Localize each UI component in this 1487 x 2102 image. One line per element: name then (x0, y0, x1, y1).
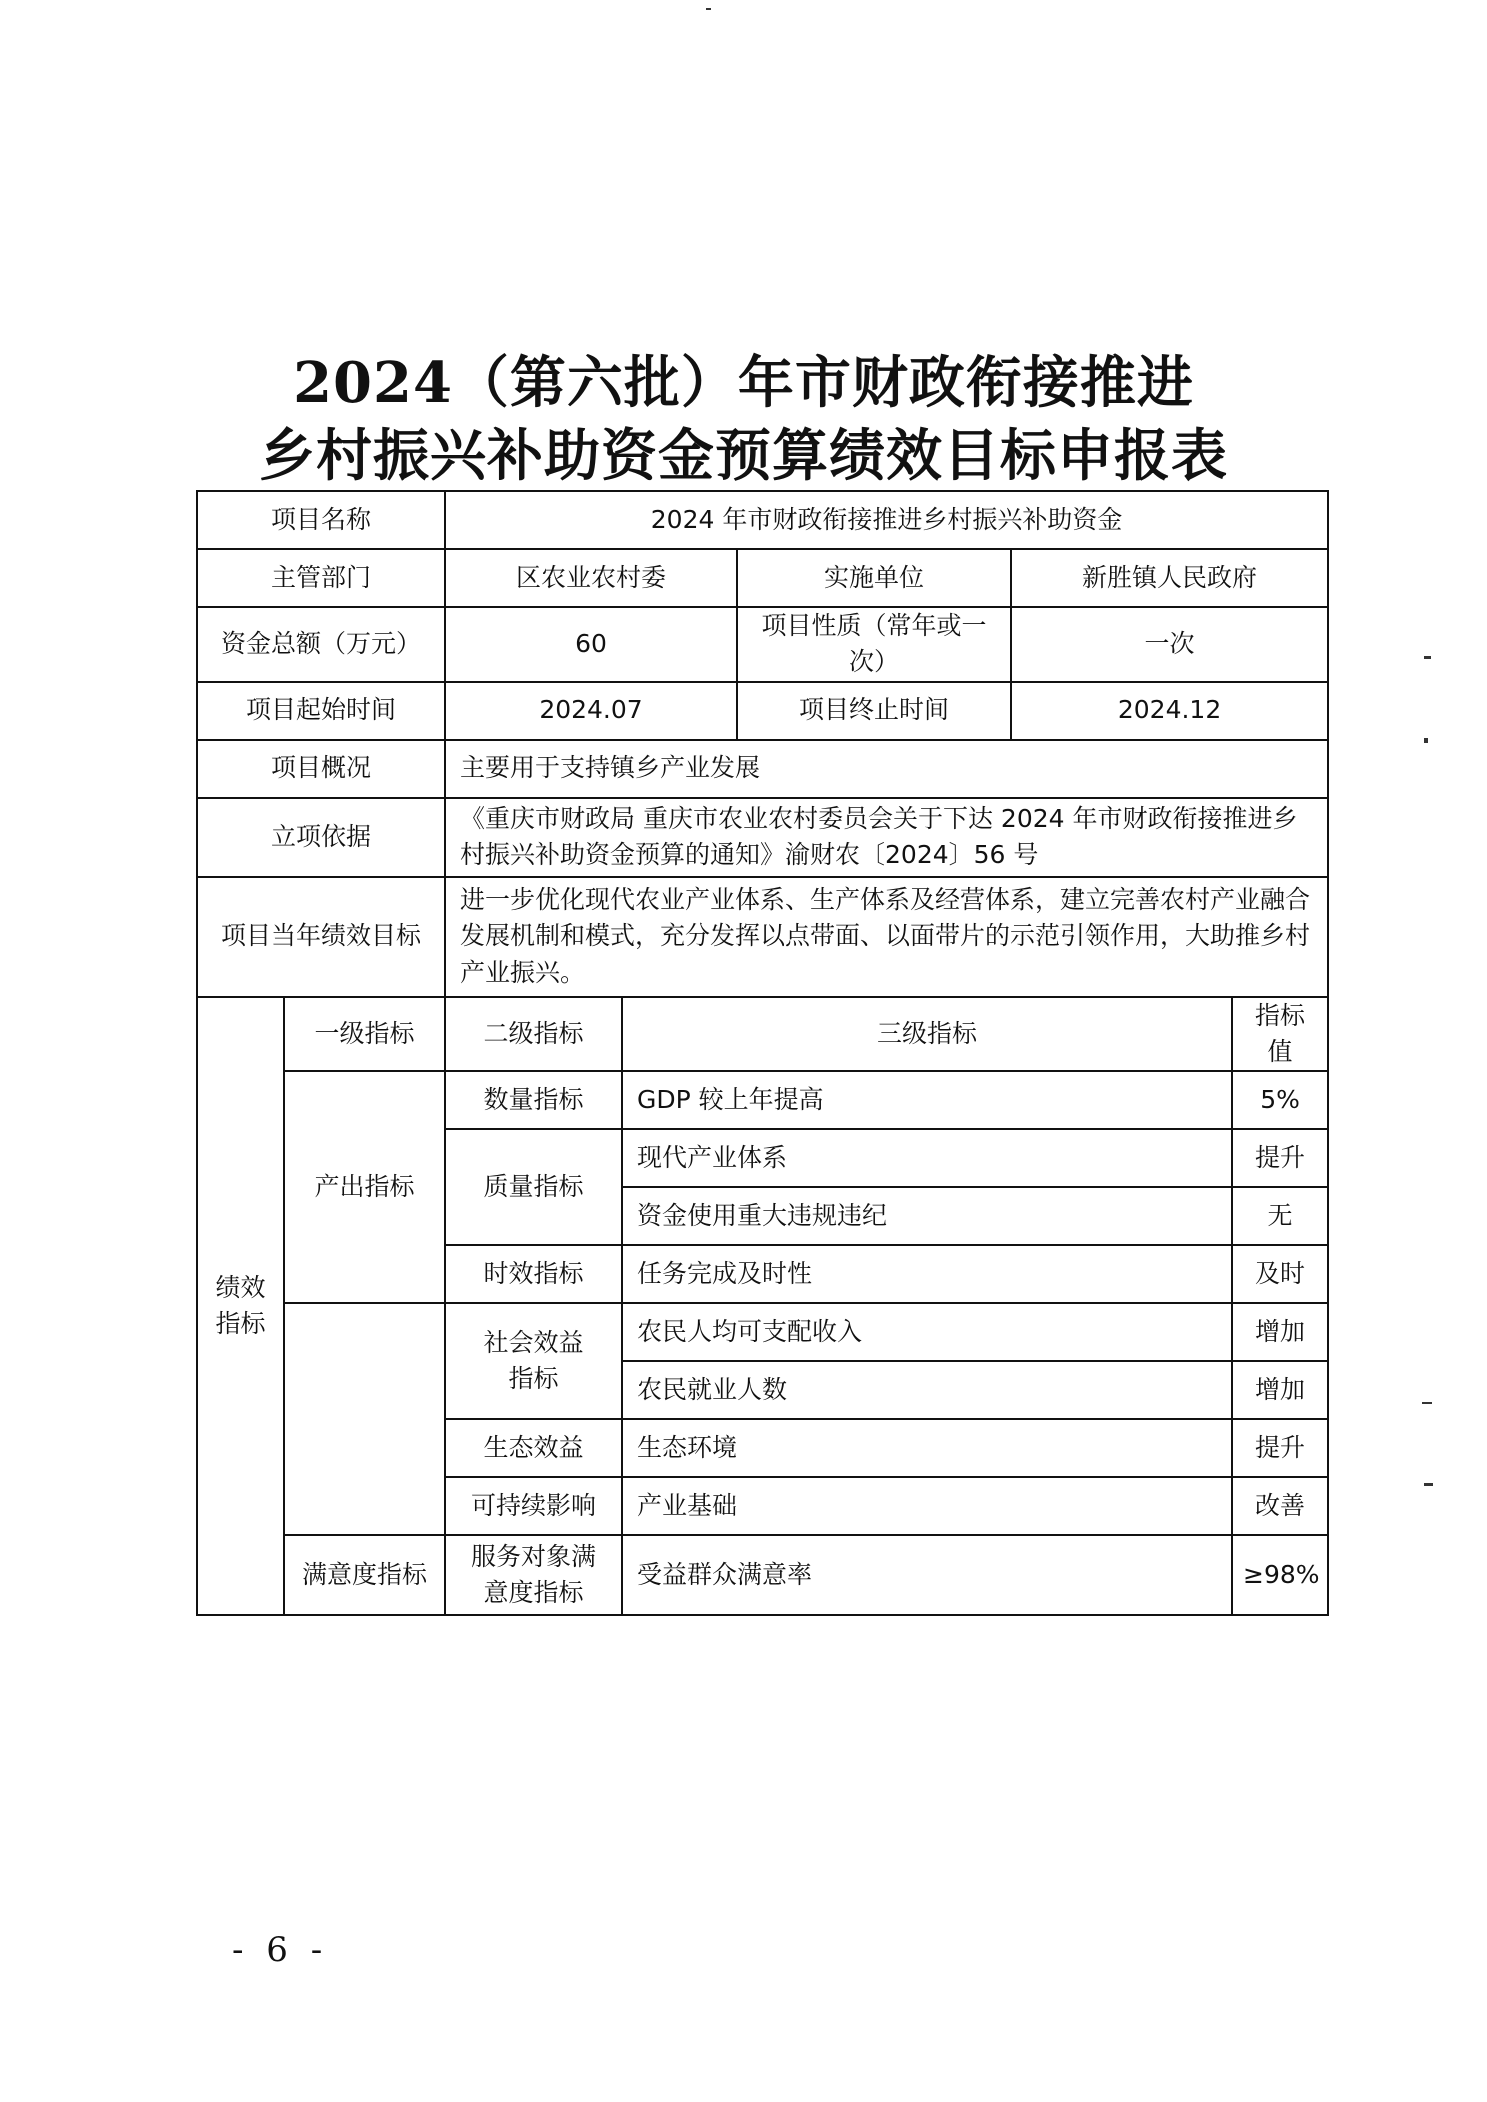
quantity-indicator-label: 数量指标 (445, 1071, 622, 1129)
budget-form-table (196, 490, 1329, 1616)
indicator-value: 提升 (1232, 1419, 1328, 1477)
end-label: 项目终止时间 (737, 682, 1011, 740)
row-goal (197, 877, 1328, 997)
scan-speck (1424, 1483, 1433, 1486)
scan-speck (1422, 1402, 1432, 1404)
service-satisfaction-label: 服务对象满意度指标 (445, 1535, 622, 1615)
scan-speck (706, 8, 711, 10)
indicator-value: 提升 (1232, 1129, 1328, 1187)
table-row (197, 1535, 1328, 1615)
indicator-value: 5% (1232, 1071, 1328, 1129)
indicator-value: 及时 (1232, 1245, 1328, 1303)
header-level2: 二级指标 (445, 997, 622, 1072)
nature-value: 一次 (1011, 607, 1328, 682)
indicator-value: 改善 (1232, 1477, 1328, 1535)
indicator-value: 增加 (1232, 1361, 1328, 1419)
impl-label: 实施单位 (737, 549, 1011, 607)
indicator-name: 产业基础 (622, 1477, 1232, 1535)
timeliness-indicator-label: 时效指标 (445, 1245, 622, 1303)
indicator-value: 无 (1232, 1187, 1328, 1245)
row-project-name (197, 491, 1328, 549)
overview-value: 主要用于支持镇乡产业发展 (445, 740, 1328, 798)
scan-speck (1424, 738, 1428, 743)
indicator-value: 增加 (1232, 1303, 1328, 1361)
overview-label: 项目概况 (197, 740, 445, 798)
indicator-name: 现代产业体系 (622, 1129, 1232, 1187)
goal-label: 项目当年绩效目标 (197, 877, 445, 997)
indicator-name: 农民就业人数 (622, 1361, 1232, 1419)
dept-value: 区农业农村委 (445, 549, 737, 607)
goal-value: 进一步优化现代农业产业体系、生产体系及经营体系，建立完善农村产业融合发展机制和模式，充分发挥以点带面、以面带片的示范引领作用，大助推乡村产业振兴。 (445, 877, 1328, 997)
project-name-value: 2024 年市财政衔接推进乡村振兴补助资金 (445, 491, 1328, 549)
basis-value: 《重庆市财政局 重庆市农业农村委员会关于下达 2024 年市财政衔接推进乡村振兴补助资金预算的通知》渝财农〔2024〕56 号 (445, 798, 1328, 877)
indicator-name: GDP 较上年提高 (622, 1071, 1232, 1129)
header-level3: 三级指标 (622, 997, 1232, 1072)
quality-indicator-label: 质量指标 (445, 1129, 622, 1245)
indicator-name: 资金使用重大违规违纪 (622, 1187, 1232, 1245)
impl-value: 新胜镇人民政府 (1011, 549, 1328, 607)
indicator-name: 受益群众满意率 (622, 1535, 1232, 1615)
row-dept (197, 549, 1328, 607)
eco-benefit-label: 生态效益 (445, 1419, 622, 1477)
table-row (197, 1071, 1328, 1129)
sustainability-label: 可持续影响 (445, 1477, 622, 1535)
social-benefit-label: 社会效益指标 (445, 1303, 622, 1419)
end-value: 2024.12 (1011, 682, 1328, 740)
start-label: 项目起始时间 (197, 682, 445, 740)
document-title-line2: 乡村振兴补助资金预算绩效目标申报表 (259, 423, 1228, 489)
indicator-header-row (197, 997, 1328, 1072)
satisfaction-indicator-label: 满意度指标 (284, 1535, 445, 1615)
fund-value: 60 (445, 607, 737, 682)
fund-label: 资金总额（万元） (197, 607, 445, 682)
project-name-label: 项目名称 (197, 491, 445, 549)
row-overview (197, 740, 1328, 798)
document-title-line1: 2024（第六批）年市财政衔接推进 (293, 350, 1194, 416)
row-fund (197, 607, 1328, 682)
start-value: 2024.07 (445, 682, 737, 740)
indicator-name: 任务完成及时性 (622, 1245, 1232, 1303)
dept-label: 主管部门 (197, 549, 445, 607)
table-row (197, 1303, 1328, 1361)
performance-indicators-label: 绩效指标 (197, 997, 284, 1616)
benefit-indicator-blank (284, 1303, 445, 1535)
nature-label: 项目性质（常年或一次） (737, 607, 1011, 682)
page-number: - 6 - (232, 1930, 329, 1970)
row-dates (197, 682, 1328, 740)
row-basis (197, 798, 1328, 877)
scan-speck (1424, 656, 1431, 659)
output-indicator-label: 产出指标 (284, 1071, 445, 1303)
header-level1: 一级指标 (284, 997, 445, 1072)
header-value: 指标值 (1232, 997, 1328, 1072)
indicator-name: 生态环境 (622, 1419, 1232, 1477)
indicator-value: ≥98% (1232, 1535, 1328, 1615)
basis-label: 立项依据 (197, 798, 445, 877)
indicator-name: 农民人均可支配收入 (622, 1303, 1232, 1361)
